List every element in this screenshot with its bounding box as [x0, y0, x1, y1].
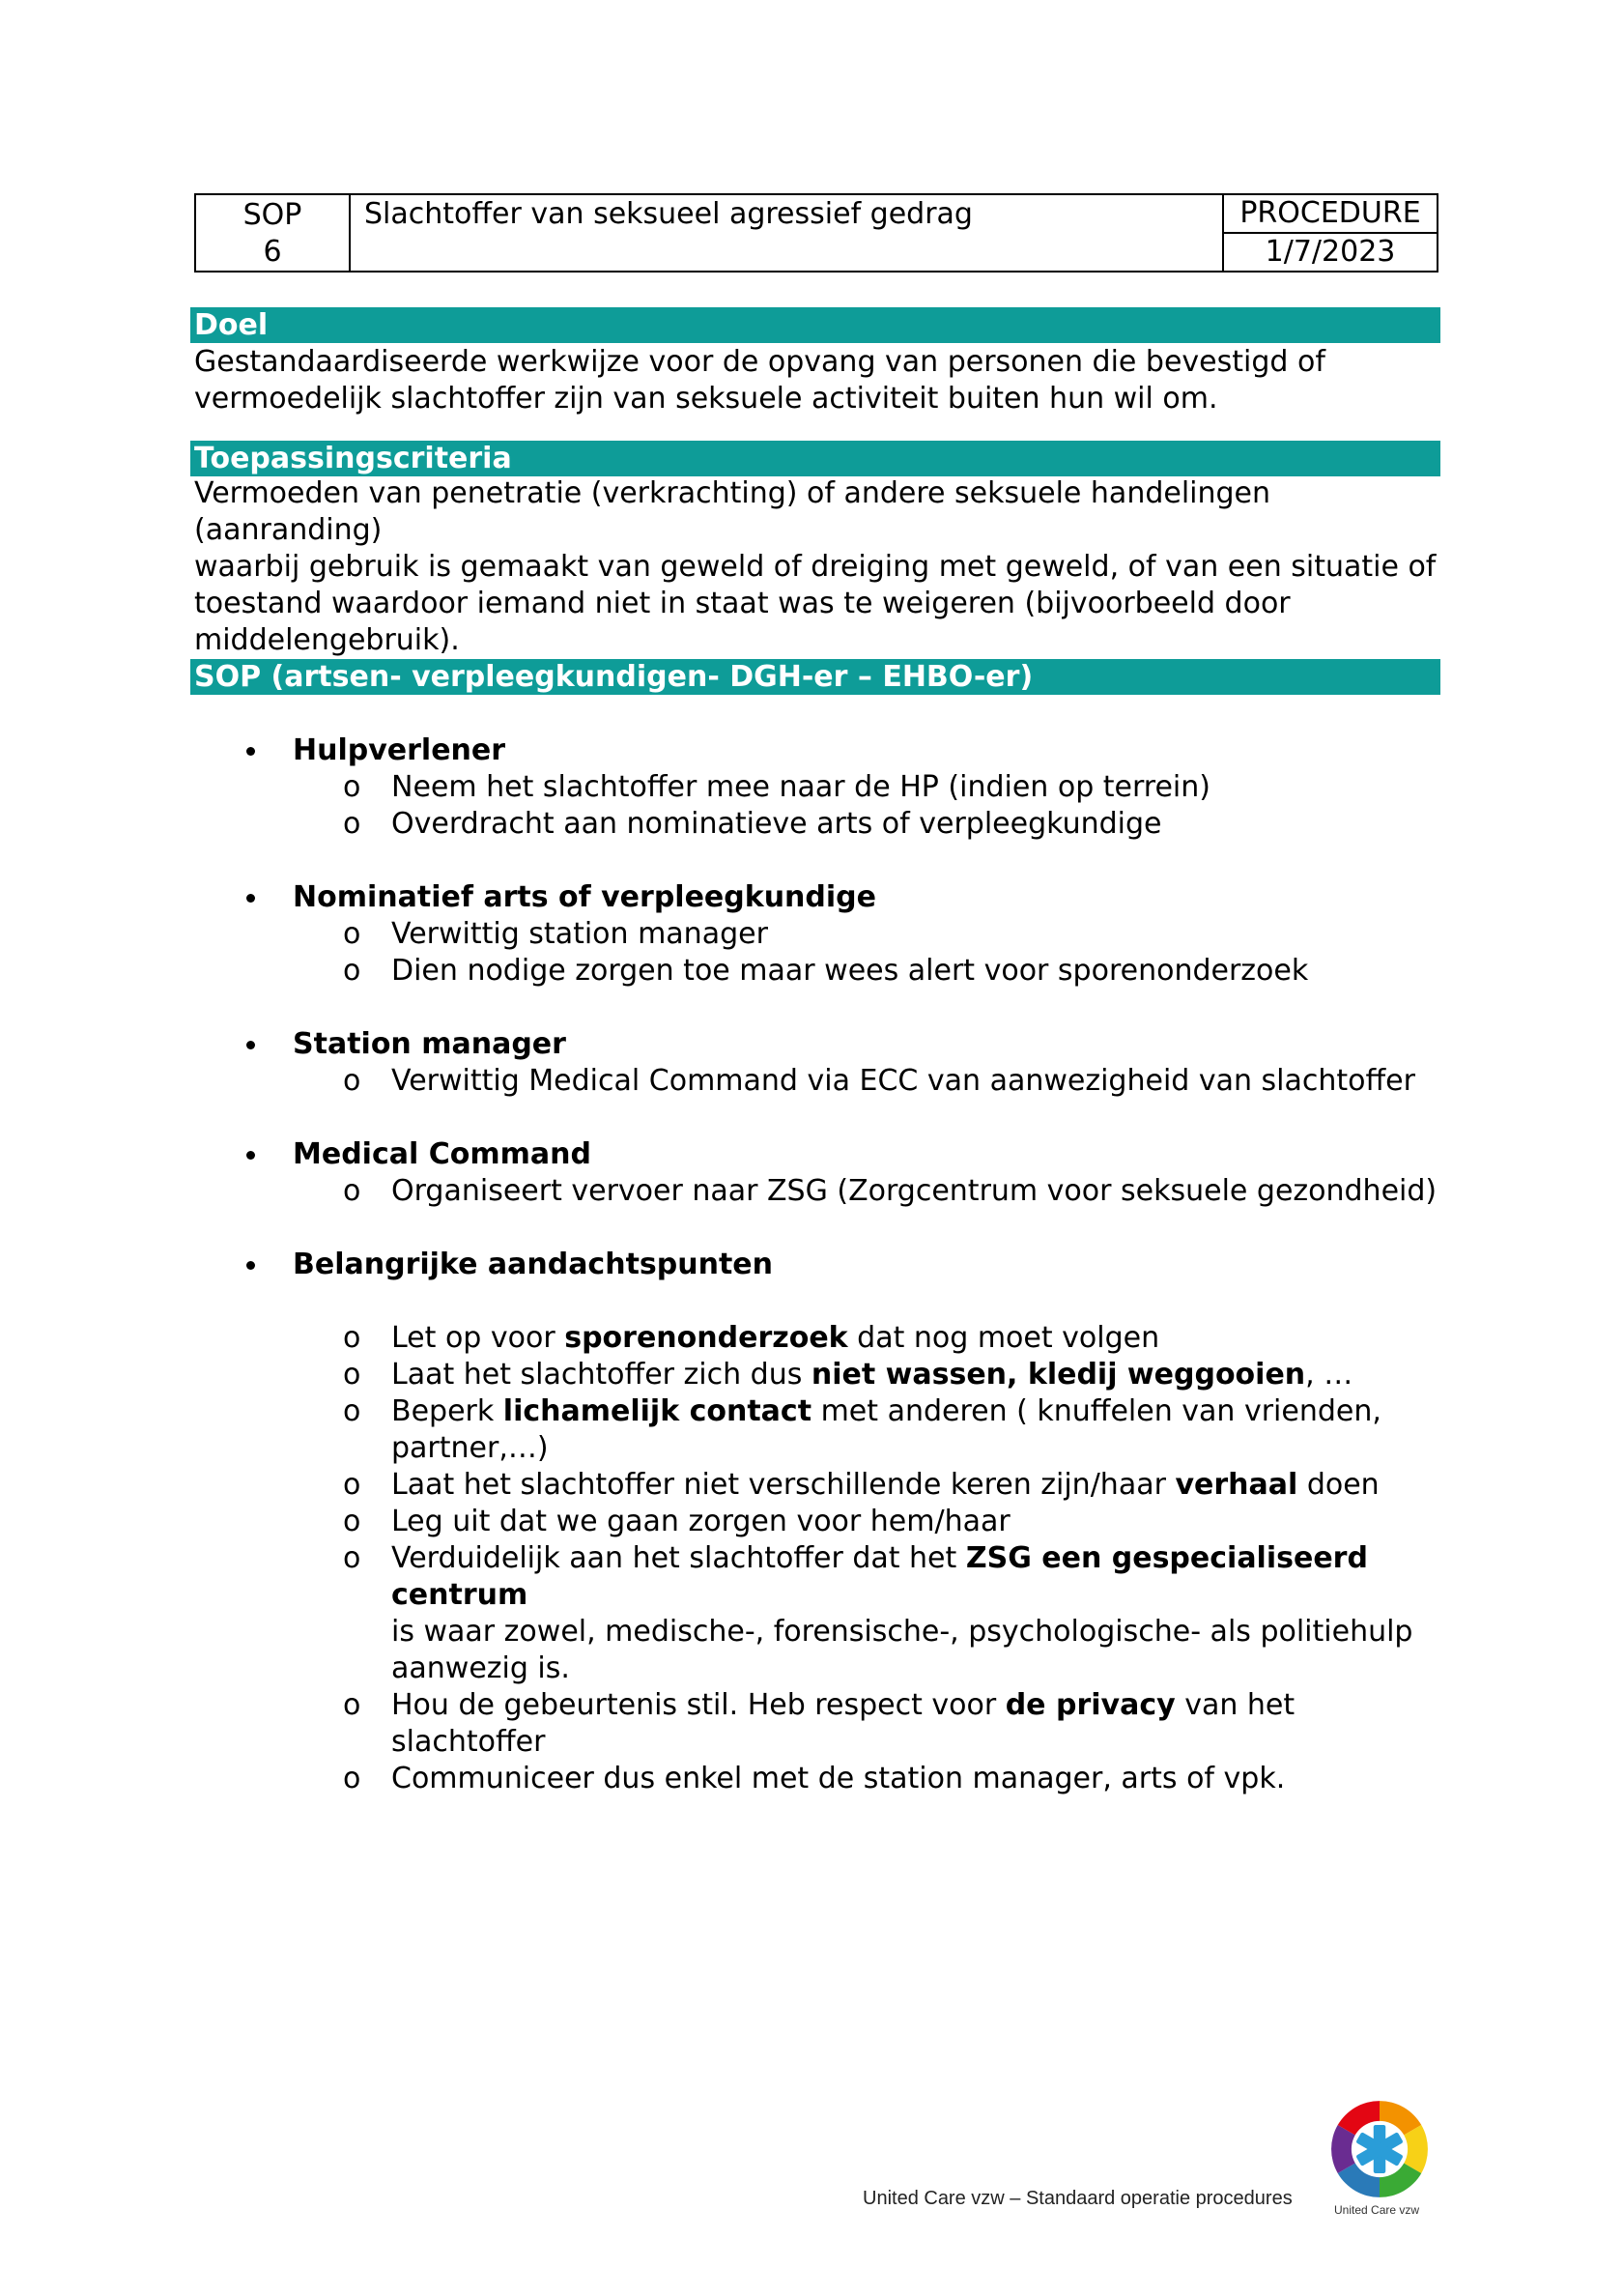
list-item: Medical Command o Organiseert vervoer naar ZSG (Zorgcentrum voor seksuele gezondheid): [246, 1136, 1454, 1210]
sub-item: o Let op voor sporenonderzoek dat nog moet volgen: [343, 1321, 1160, 1355]
sub-item: o Beperk lichamelijk contact met anderen ( knuffelen van vrienden, partner,…): [343, 1394, 1381, 1465]
sub-item: o Verwittig station manager: [343, 917, 768, 951]
sub-item: o Hou de gebeurtenis stil. Heb respect voor de privacy van het slachtoffer: [343, 1688, 1296, 1759]
procedure-date: 1/7/2023: [1265, 235, 1396, 269]
sop-list: [246, 732, 1454, 1797]
sub-item: o Verwittig Medical Command via ECC van aanwezigheid van slachtoffer: [343, 1064, 1415, 1098]
criteria-heading: Toepassingscriteria: [190, 441, 1440, 476]
list-item: Belangrijke aandachtspunten o Let op voor sporenonderzoek dat nog moet volgen o Laat het slachtoffer zich dus niet wassen, kledij weggooien, … o Beperk lichamelijk contact met anderen ( knuffelen van vrienden, partner,…) o Laat het slachtoffer niet verschillende keren zijn/haar verhaal doen o Leg uit dat we gaan zorgen voor hem/haar o Verduidelijk aan het slachtoffer dat het ZSG een gespecialiseerd centrum is waar zowel, medische-, forensische-, psychologische- als politiehulp aanwezig is. o Hou de gebeurtenis stil. Heb respect voor de privacy van het slachtoffer o Communiceer dus enkel met de station manager, arts of vpk.: [246, 1247, 1454, 1797]
procedure-type: PROCEDURE: [1224, 195, 1437, 234]
sub-item: o Overdracht aan nominatieve arts of verpleegkundige: [343, 807, 1162, 841]
sop-heading: SOP (artsen- verpleegkundigen- DGH-er – EHBO-er): [190, 659, 1440, 695]
criteria-text: Vermoeden van penetratie (verkrachting) of andere seksuele handelingen (aanranding) waarbij gebruik is gemaakt van geweld of dreiging met geweld, of van een situatie of toestand waardoor iemand niet in staat was te weigeren (bijvoorbeeld door middelengebruik).: [194, 476, 1437, 657]
sub-item: o Neem het slachtoffer mee naar de HP (indien op terrein): [343, 770, 1210, 804]
footer-text: United Care vzw – Standaard operatie procedures: [863, 2188, 1293, 2209]
sub-item: o Laat het slachtoffer niet verschillende keren zijn/haar verhaal doen: [343, 1468, 1380, 1502]
sub-item: o Dien nodige zorgen toe maar wees alert voor sporenonderzoek: [343, 954, 1309, 988]
doel-text: Gestandaardiseerde werkwijze voor de opvang van personen die bevestigd of vermoedelijk slachtoffer zijn van seksuele activiteit buiten hun wil om.: [194, 345, 1325, 416]
sub-item: o Laat het slachtoffer zich dus niet wassen, kledij weggooien, …: [343, 1358, 1353, 1392]
list-item: Station manager o Verwittig Medical Command via ECC van aanwezigheid van slachtoffer: [246, 1026, 1454, 1100]
header-table: [194, 193, 1438, 273]
sop-number-cell: [195, 194, 350, 272]
sub-item: o Verduidelijk aan het slachtoffer dat het ZSG een gespecialiseerd centrum is waar zowel, medische-, forensische-, psychologische- als politiehulp aanwezig is.: [343, 1541, 1413, 1685]
logo-caption: United Care vzw: [1334, 2203, 1420, 2217]
sop-label: SOP: [242, 198, 302, 232]
sop-number: 6: [263, 235, 282, 269]
sub-item: o Leg uit dat we gaan zorgen voor hem/haar: [343, 1505, 1011, 1538]
list-item: Hulpverlener o Neem het slachtoffer mee naar de HP (indien op terrein) o Overdracht aan nominatieve arts of verpleegkundige: [246, 732, 1454, 843]
sub-item: o Communiceer dus enkel met de station manager, arts of vpk.: [343, 1762, 1286, 1795]
united-care-logo-icon: [1329, 2099, 1430, 2199]
meta-cell: [1223, 194, 1438, 272]
sub-item: o Organiseert vervoer naar ZSG (Zorgcentrum voor seksuele gezondheid): [343, 1174, 1438, 1208]
list-item: Nominatief arts of verpleegkundige o Verwittig station manager o Dien nodige zorgen toe maar wees alert voor sporenonderzoek: [246, 879, 1454, 990]
doel-heading: Doel: [190, 307, 1440, 343]
sop-title: Slachtoffer van seksueel agressief gedrag: [350, 194, 1223, 272]
